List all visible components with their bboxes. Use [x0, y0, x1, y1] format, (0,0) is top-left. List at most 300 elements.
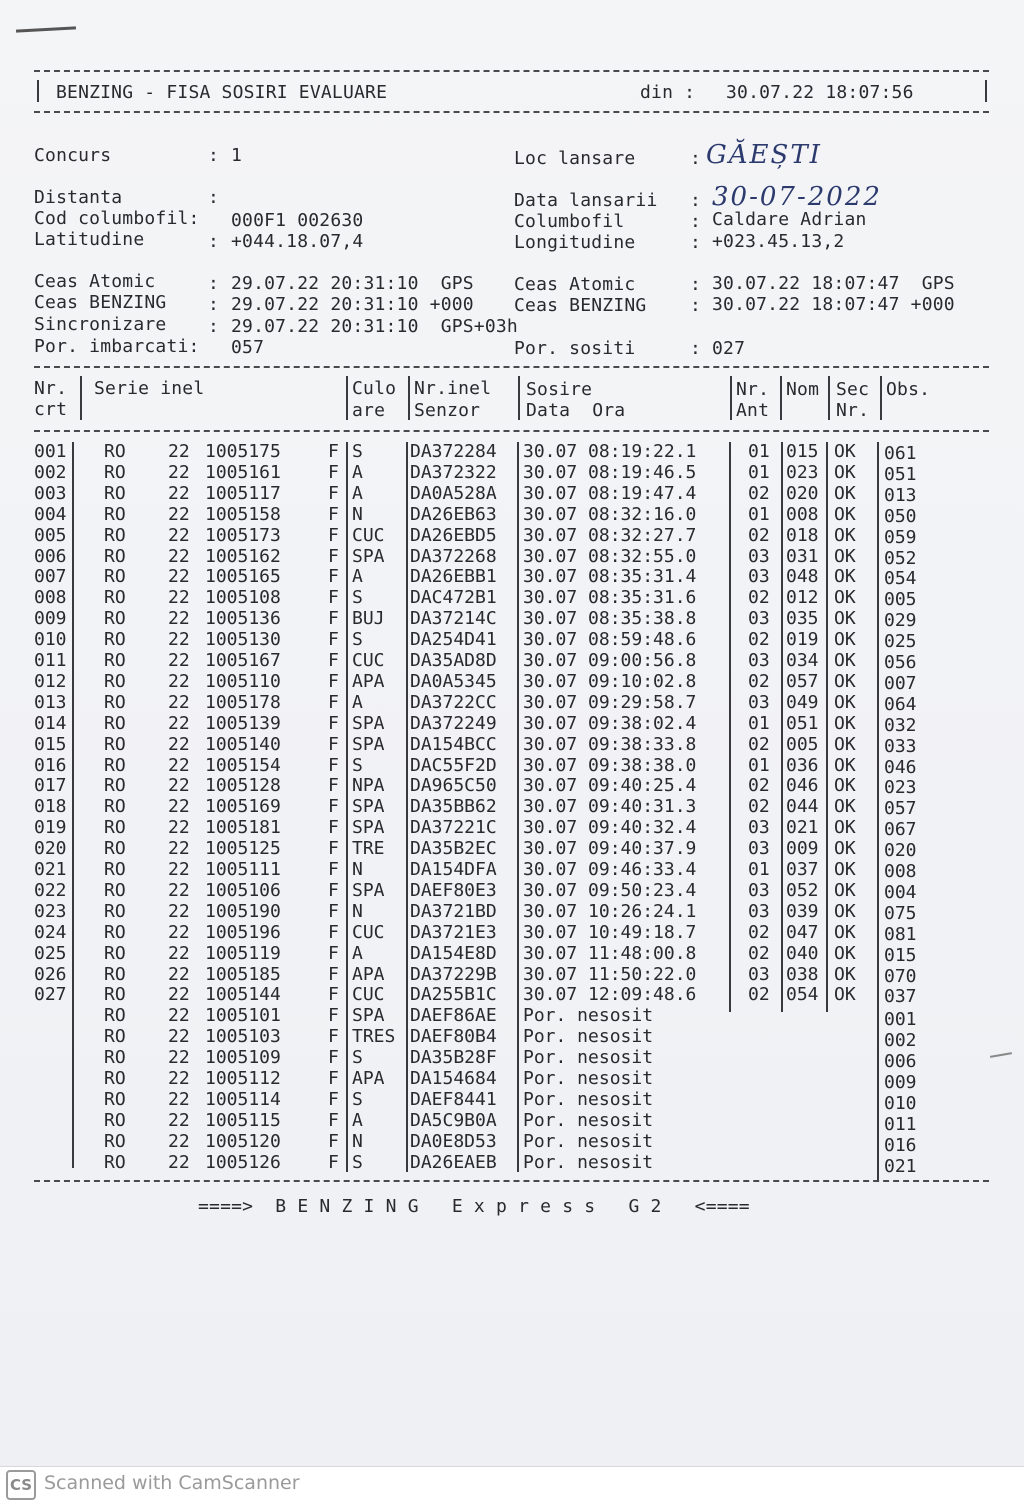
row-senzor: DA37221C	[410, 817, 497, 839]
row-obs: 006	[884, 1051, 917, 1073]
row-obs: 025	[884, 631, 917, 653]
table-row	[0, 1005, 1024, 1031]
row-sosire: Por. nesosit	[523, 1026, 654, 1048]
row-ant: 02	[748, 733, 770, 755]
row-an: 22	[168, 1151, 190, 1173]
row-sec: OK	[834, 963, 856, 985]
loc-lansare-colon: :	[690, 148, 702, 169]
row-sec: OK	[834, 879, 856, 901]
table-row	[0, 755, 1024, 776]
row-culoare: S	[352, 441, 363, 462]
row-culoare: SPA	[352, 817, 385, 839]
row-obs: 005	[884, 589, 917, 611]
row-nr: 019	[34, 817, 67, 839]
col-divider	[80, 376, 82, 420]
por-imbarcati-label: Por. imbarcati:	[34, 336, 200, 357]
row-senzor: DA0E8D53	[410, 1130, 497, 1152]
row-senzor: DAEF86AE	[410, 1005, 497, 1027]
row-inel: 1005109	[205, 1047, 281, 1069]
row-sex: F	[328, 670, 339, 692]
latitudine-colon: :	[208, 231, 220, 252]
row-sex: F	[328, 1068, 339, 1089]
row-sex: F	[328, 482, 339, 504]
row-ant: 01	[748, 441, 770, 462]
row-nr: 008	[34, 587, 67, 609]
row-sex: F	[328, 838, 339, 860]
table-row	[0, 587, 1024, 611]
table-row	[0, 775, 1024, 799]
latitudine-label: Latitudine	[34, 229, 145, 250]
row-culoare: CUC	[352, 984, 385, 1006]
row-sec: OK	[834, 482, 856, 504]
row-senzor: DA37229B	[410, 963, 497, 985]
row-senzor: DA37214C	[410, 608, 497, 630]
row-ant: 02	[748, 984, 770, 1006]
ceas-benzing-2-colon: :	[690, 295, 702, 316]
data-lansarii-label: Data lansarii	[514, 190, 658, 211]
row-inel: 1005158	[205, 503, 281, 525]
row-sosire: Por. nesosit	[523, 1151, 654, 1173]
row-obs: 032	[884, 714, 917, 736]
row-obs: 056	[884, 652, 917, 673]
row-nr: 003	[34, 482, 67, 504]
row-tara: RO	[104, 838, 126, 860]
row-an: 22	[168, 1047, 190, 1069]
row-nom: 008	[786, 503, 819, 525]
row-nr: 013	[34, 691, 67, 713]
row-an: 22	[168, 963, 190, 985]
sincronizare-label: Sincronizare	[34, 314, 167, 335]
table-row	[0, 608, 1024, 632]
row-sec: OK	[834, 712, 856, 734]
row-culoare: SPA	[352, 545, 385, 567]
report-date-label: din :	[640, 82, 696, 103]
camscanner-logo: CS	[6, 1470, 36, 1500]
row-nr: 025	[34, 942, 67, 964]
row-sex: F	[328, 1026, 339, 1048]
row-ant: 01	[748, 859, 770, 880]
col-divider	[518, 376, 520, 420]
row-sosire: 30.07 12:09:48.6	[523, 984, 697, 1006]
row-sosire: 30.07 10:49:18.7	[523, 921, 697, 943]
row-ant: 03	[748, 963, 770, 985]
report-date-value: 30.07.22 18:07:56	[726, 82, 914, 103]
row-ant: 02	[748, 524, 770, 546]
row-nr: 024	[34, 921, 67, 943]
row-sex: F	[328, 524, 339, 546]
row-senzor: DAC55F2D	[410, 754, 497, 776]
row-sosire: 30.07 08:32:27.7	[523, 524, 697, 546]
row-senzor: DAEF8441	[410, 1088, 497, 1110]
row-an: 22	[168, 461, 190, 483]
row-tara: RO	[104, 587, 126, 609]
row-ant: 01	[748, 461, 770, 483]
row-nom: 031	[786, 545, 819, 567]
row-sex: F	[328, 796, 339, 818]
row-tara: RO	[104, 796, 126, 818]
row-nr: 006	[34, 545, 67, 567]
row-sec: OK	[834, 566, 856, 588]
row-sec: OK	[834, 650, 856, 671]
table-row	[0, 566, 1024, 590]
row-nom: 040	[786, 942, 819, 964]
row-nr: 014	[34, 712, 67, 734]
row-tara: RO	[104, 900, 126, 922]
row-nr: 009	[34, 608, 67, 630]
row-tara: RO	[104, 1151, 126, 1173]
loc-lansare-handwritten: GĂEȘTI	[706, 140, 822, 170]
row-ant: 02	[748, 482, 770, 504]
row-senzor: DA3721E3	[410, 921, 497, 943]
row-obs: 009	[884, 1072, 917, 1093]
row-inel: 1005173	[205, 524, 281, 546]
header-bottom-rule	[34, 111, 989, 113]
row-obs: 051	[884, 463, 917, 485]
row-nr: 026	[34, 963, 67, 985]
row-nr: 017	[34, 775, 67, 797]
table-row	[0, 546, 1024, 567]
row-nom: 048	[786, 566, 819, 588]
row-culoare: TRE	[352, 838, 385, 860]
row-nr: 020	[34, 838, 67, 860]
loc-lansare-label: Loc lansare	[514, 148, 636, 169]
row-tara: RO	[104, 670, 126, 692]
row-inel: 1005110	[205, 670, 281, 692]
col-nr: Nr.	[34, 378, 68, 399]
row-an: 22	[168, 754, 190, 776]
row-obs: 037	[884, 986, 917, 1008]
col-sec-nr: Nr.	[836, 400, 870, 421]
row-nom: 020	[786, 482, 819, 504]
row-nom: 049	[786, 691, 819, 713]
row-sec: OK	[834, 817, 856, 839]
row-nom: 009	[786, 838, 819, 860]
row-inel: 1005165	[205, 566, 281, 588]
row-tara: RO	[104, 775, 126, 797]
row-sex: F	[328, 461, 339, 483]
row-tara: RO	[104, 1068, 126, 1089]
row-an: 22	[168, 587, 190, 609]
col-nr-inel: Nr.inel	[414, 378, 492, 399]
row-senzor: DA26EBD5	[410, 524, 497, 546]
row-senzor: DAEF80B4	[410, 1026, 497, 1048]
table-row	[0, 1068, 1024, 1093]
col-divider	[346, 376, 348, 420]
row-inel: 1005190	[205, 900, 281, 922]
row-tara: RO	[104, 482, 126, 504]
table-top-rule	[34, 366, 989, 368]
row-sec: OK	[834, 441, 856, 462]
row-sosire: 30.07 08:32:55.0	[523, 545, 697, 567]
row-senzor: DAC472B1	[410, 587, 497, 609]
row-ant: 03	[748, 838, 770, 860]
row-nom: 051	[786, 712, 819, 734]
row-culoare: SPA	[352, 796, 385, 818]
row-sex: F	[328, 963, 339, 985]
row-an: 22	[168, 1130, 190, 1152]
table-row	[0, 817, 1024, 841]
row-inel: 1005119	[205, 942, 281, 964]
table-row	[0, 859, 1024, 880]
data-lansarii-colon: :	[690, 190, 702, 211]
row-tara: RO	[104, 1088, 126, 1110]
row-sec: OK	[834, 461, 856, 483]
row-ant: 03	[748, 650, 770, 671]
col-divider	[828, 376, 830, 420]
row-culoare: A	[352, 566, 363, 588]
row-senzor: DA154E8D	[410, 942, 497, 964]
row-nom: 046	[786, 775, 819, 797]
row-sosire: Por. nesosit	[523, 1109, 654, 1131]
concurs-colon: :	[208, 145, 220, 166]
row-inel: 1005196	[205, 921, 281, 943]
header-left-bar	[37, 80, 39, 102]
longitudine-colon: :	[690, 232, 702, 253]
col-sec: Sec	[836, 379, 870, 400]
table-row	[0, 1130, 1024, 1156]
row-senzor: DA26EBB1	[410, 566, 497, 588]
row-tara: RO	[104, 503, 126, 525]
row-sosire: 30.07 08:32:16.0	[523, 503, 697, 525]
row-culoare: APA	[352, 1068, 385, 1089]
row-senzor: DA154684	[410, 1068, 497, 1089]
row-sosire: 30.07 10:26:24.1	[523, 900, 697, 922]
row-ant: 01	[748, 503, 770, 525]
row-nr: 015	[34, 733, 67, 755]
row-senzor: DA5C9B0A	[410, 1109, 497, 1131]
row-inel: 1005161	[205, 461, 281, 483]
col-nr-ant: Nr.	[736, 379, 770, 400]
row-culoare: NPA	[352, 775, 385, 797]
row-sosire: 30.07 08:35:31.4	[523, 566, 697, 588]
row-obs: 052	[884, 547, 917, 569]
table-row	[0, 629, 1024, 653]
table-row	[0, 713, 1024, 734]
row-nr: 021	[34, 859, 67, 880]
report-title: BENZING - FISA SOSIRI EVALUARE	[56, 82, 388, 103]
row-sosire: 30.07 09:38:33.8	[523, 733, 697, 755]
row-sec: OK	[834, 775, 856, 797]
row-inel: 1005125	[205, 838, 281, 860]
row-an: 22	[168, 900, 190, 922]
row-sex: F	[328, 1109, 339, 1131]
row-nom: 037	[786, 859, 819, 880]
row-inel: 1005144	[205, 984, 281, 1006]
concurs-value: 1	[231, 145, 243, 166]
table-row	[0, 943, 1024, 964]
row-culoare: N	[352, 503, 363, 525]
row-tara: RO	[104, 566, 126, 588]
row-sosire: 30.07 09:40:25.4	[523, 775, 697, 797]
row-culoare: S	[352, 1047, 363, 1069]
row-sex: F	[328, 879, 339, 901]
col-divider	[780, 376, 782, 420]
ceas-benzing-label: Ceas BENZING	[34, 292, 167, 313]
row-sex: F	[328, 1047, 339, 1069]
col-obs: Obs.	[886, 379, 931, 400]
row-inel: 1005101	[205, 1005, 281, 1027]
latitudine-value: +044.18.07,4	[231, 231, 364, 252]
row-sex: F	[328, 775, 339, 797]
row-senzor: DA3722CC	[410, 691, 497, 713]
table-row	[0, 525, 1024, 546]
row-inel: 1005162	[205, 545, 281, 567]
row-an: 22	[168, 608, 190, 630]
table-row	[0, 1109, 1024, 1135]
row-nom: 012	[786, 587, 819, 609]
row-obs: 046	[884, 756, 917, 778]
row-nom: 044	[786, 796, 819, 818]
row-an: 22	[168, 1088, 190, 1110]
row-sosire: 30.07 11:50:22.0	[523, 963, 697, 985]
table-row	[0, 1088, 1024, 1114]
row-nr: 027	[34, 984, 67, 1006]
row-obs: 010	[884, 1092, 917, 1114]
table-row	[0, 650, 1024, 671]
row-senzor: DA372268	[410, 545, 497, 567]
row-sosire: 30.07 09:46:33.4	[523, 859, 697, 880]
row-an: 22	[168, 775, 190, 797]
row-an: 22	[168, 629, 190, 651]
row-sex: F	[328, 712, 339, 734]
row-sec: OK	[834, 587, 856, 609]
row-sec: OK	[834, 629, 856, 651]
row-nom: 021	[786, 817, 819, 839]
ceas-benzing-2-label: Ceas BENZING	[514, 295, 647, 316]
col-sosire: Sosire	[526, 379, 593, 400]
row-sosire: Por. nesosit	[523, 1047, 654, 1069]
row-tara: RO	[104, 650, 126, 671]
row-tara: RO	[104, 461, 126, 483]
row-an: 22	[168, 879, 190, 901]
row-tara: RO	[104, 691, 126, 713]
row-obs: 001	[884, 1009, 917, 1031]
row-sec: OK	[834, 859, 856, 880]
row-tara: RO	[104, 921, 126, 943]
cod-columbofil-label: Cod columbofil:	[34, 208, 200, 229]
col-data-ora: Data Ora	[526, 400, 626, 421]
row-sex: F	[328, 900, 339, 922]
row-inel: 1005130	[205, 629, 281, 651]
row-culoare: A	[352, 1109, 363, 1131]
row-nom: 015	[786, 441, 819, 462]
row-tara: RO	[104, 629, 126, 651]
row-an: 22	[168, 733, 190, 755]
row-obs: 075	[884, 902, 917, 924]
columbofil-value: Caldare Adrian	[712, 209, 867, 230]
row-ant: 02	[748, 796, 770, 818]
row-culoare: A	[352, 482, 363, 504]
row-tara: RO	[104, 984, 126, 1006]
row-culoare: S	[352, 587, 363, 609]
row-culoare: S	[352, 629, 363, 651]
table-row	[0, 441, 1024, 462]
row-inel: 1005117	[205, 482, 281, 504]
row-ant: 01	[748, 754, 770, 776]
row-senzor: DA372249	[410, 712, 497, 734]
row-sec: OK	[834, 838, 856, 860]
table-row	[0, 1047, 1024, 1073]
table-row	[0, 964, 1024, 985]
row-obs: 004	[884, 881, 917, 903]
row-obs: 002	[884, 1030, 917, 1052]
row-nom: 054	[786, 984, 819, 1006]
col-culoare-2: are	[352, 400, 386, 421]
table-row	[0, 880, 1024, 901]
row-inel: 1005167	[205, 650, 281, 671]
row-culoare: APA	[352, 670, 385, 692]
row-senzor: DA965C50	[410, 775, 497, 797]
row-tara: RO	[104, 1047, 126, 1069]
ceas-benzing-colon: :	[208, 294, 220, 315]
row-sex: F	[328, 629, 339, 651]
row-nom: 039	[786, 900, 819, 922]
row-inel: 1005140	[205, 733, 281, 755]
row-sosire: 30.07 08:35:38.8	[523, 608, 697, 630]
row-sex: F	[328, 859, 339, 880]
row-an: 22	[168, 942, 190, 964]
row-obs: 033	[884, 735, 917, 757]
row-an: 22	[168, 817, 190, 839]
row-culoare: A	[352, 691, 363, 713]
row-an: 22	[168, 670, 190, 692]
row-sec: OK	[834, 733, 856, 755]
row-senzor: DAEF80E3	[410, 879, 497, 901]
row-sec: OK	[834, 942, 856, 964]
row-ant: 02	[748, 942, 770, 964]
row-sex: F	[328, 1005, 339, 1027]
col-culoare: Culo	[352, 378, 397, 399]
row-obs: 059	[884, 526, 917, 548]
row-ant: 01	[748, 712, 770, 734]
row-sosire: 30.07 09:29:58.7	[523, 691, 697, 713]
row-nr: 005	[34, 524, 67, 546]
row-an: 22	[168, 1109, 190, 1131]
table-row	[0, 1151, 1024, 1177]
col-crt: crt	[34, 399, 68, 420]
cod-columbofil-value: 000F1 002630	[231, 210, 364, 231]
row-inel: 1005108	[205, 587, 281, 609]
footer-brand: ====> B E N Z I N G E x p r e s s G 2 <====	[198, 1196, 750, 1217]
row-inel: 1005169	[205, 796, 281, 818]
por-imbarcati-value: 057	[231, 337, 265, 358]
data-lansarii-handwritten: 30-07-2022	[712, 182, 882, 212]
row-nom: 035	[786, 608, 819, 630]
row-nom: 023	[786, 461, 819, 483]
longitudine-label: Longitudine	[514, 232, 636, 253]
row-nom: 057	[786, 670, 819, 692]
row-ant: 03	[748, 817, 770, 839]
por-sositi-colon: :	[690, 338, 702, 359]
row-nom: 018	[786, 524, 819, 546]
ceas-atomic-colon: :	[208, 273, 220, 294]
row-an: 22	[168, 566, 190, 588]
row-senzor: DA35B28F	[410, 1047, 497, 1069]
row-sex: F	[328, 587, 339, 609]
row-tara: RO	[104, 1130, 126, 1152]
row-senzor: DA35B2EC	[410, 838, 497, 860]
row-obs: 020	[884, 840, 917, 862]
row-sosire: 30.07 09:40:31.3	[523, 796, 697, 818]
row-culoare: SPA	[352, 733, 385, 755]
row-ant: 02	[748, 921, 770, 943]
row-sosire: Por. nesosit	[523, 1088, 654, 1110]
row-senzor: DA0A528A	[410, 482, 497, 504]
ceas-benzing-2-value: 30.07.22 18:07:47 +000	[712, 294, 955, 315]
row-culoare: N	[352, 1130, 363, 1152]
row-culoare: BUJ	[352, 608, 385, 630]
table-row	[0, 504, 1024, 525]
